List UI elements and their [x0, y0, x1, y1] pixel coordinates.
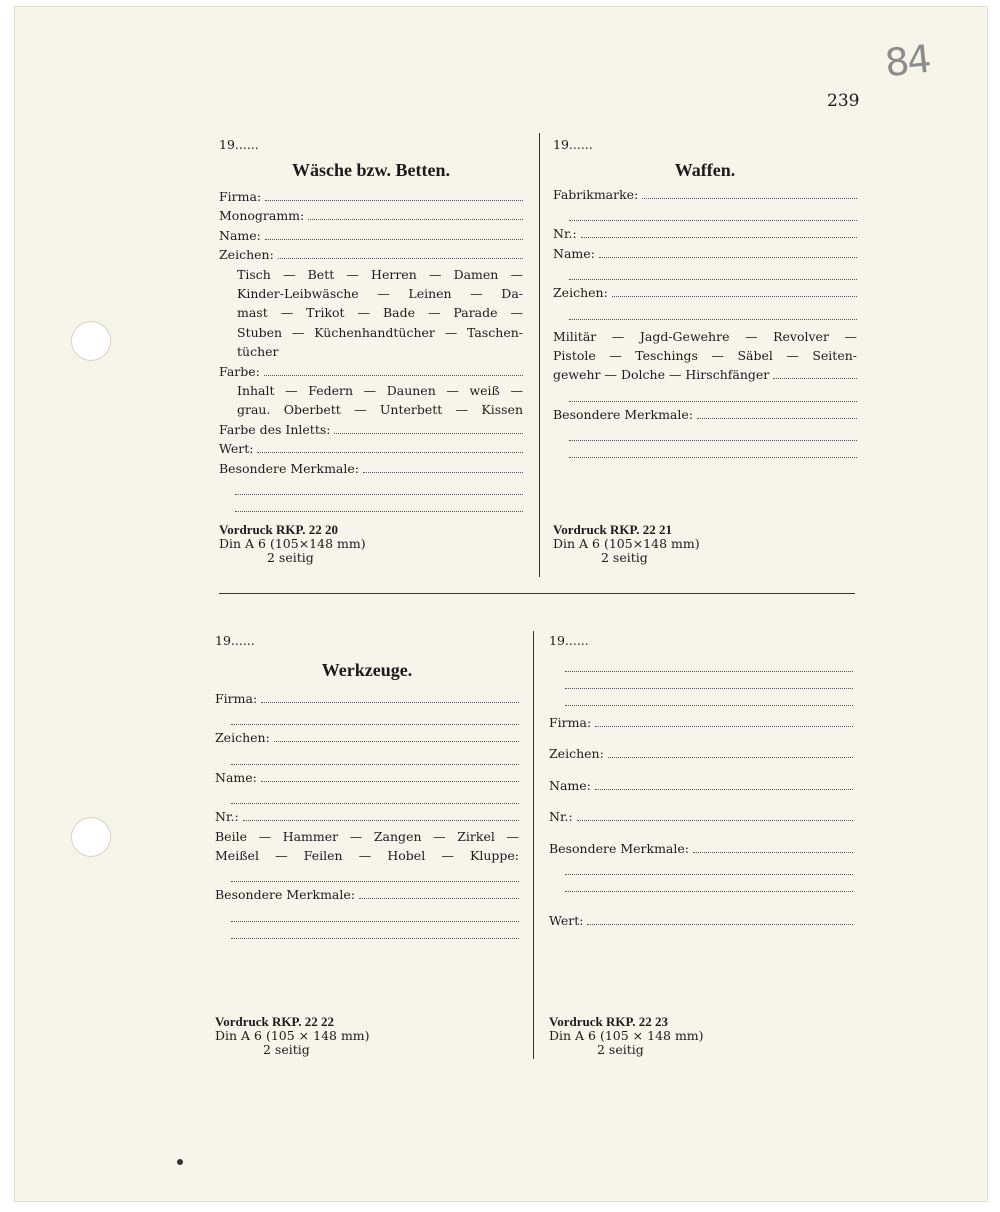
blank-line [569, 306, 857, 320]
vordruck-label: Vordruck RKP. 22 23 [549, 1014, 668, 1029]
nr-field: Nr.: [553, 224, 857, 243]
din-label: Din A 6 (105 × 148 mm) [215, 1028, 370, 1043]
nr-field: Nr.: [215, 807, 519, 826]
card-werkzeuge [215, 631, 519, 942]
blank-line [231, 925, 519, 939]
seitig-label: 2 seitig [263, 1042, 310, 1057]
firma-field: Firma: [549, 713, 853, 732]
merkmale-field: Besondere Merkmale: [553, 405, 857, 424]
firma-field: Firma: [219, 187, 523, 206]
merkmale-field: Besondere Merkmale: [219, 459, 523, 478]
punch-hole-bottom [71, 817, 111, 857]
blank-line [231, 751, 519, 765]
card-title: Werkzeuge. [321, 660, 413, 680]
item-line: Stuben — Küchenhandtücher — Taschen- [237, 324, 523, 340]
item-line: tücher [237, 344, 279, 360]
monogramm-field: Monogramm: [219, 206, 523, 225]
blank-line [565, 878, 853, 892]
card-footer [215, 1015, 370, 1057]
year-field: 19...... [549, 633, 589, 648]
name-field: Name: [219, 226, 523, 245]
item-line: Tisch — Bett — Herren — Damen — [237, 266, 523, 282]
year-field: 19...... [219, 137, 259, 152]
item-line: gewehr — Dolche — Hirschfänger [553, 365, 857, 384]
card-footer [553, 523, 700, 565]
handwritten-annotation: 84 [882, 36, 932, 86]
vordruck-label: Vordruck RKP. 22 20 [219, 522, 338, 537]
merkmale-field: Besondere Merkmale: [215, 885, 519, 904]
card-footer [549, 1015, 704, 1057]
year-field: 19...... [553, 137, 593, 152]
scanned-page [14, 6, 988, 1202]
item-line: Meißel — Feilen — Hobel — Kluppe: [215, 848, 519, 864]
year-field: 19...... [215, 633, 255, 648]
blank-line [565, 675, 853, 689]
farbe-inletts-field: Farbe des Inletts: [219, 420, 523, 439]
blank-line [569, 388, 857, 402]
card-footer [219, 523, 366, 565]
firma-field: Firma: [215, 689, 519, 708]
blank-line [231, 868, 519, 882]
blank-line [569, 427, 857, 441]
seitig-label: 2 seitig [267, 550, 314, 565]
blank-line [565, 658, 853, 672]
vertical-divider-top [539, 133, 540, 577]
item-line: mast — Trikot — Bade — Parade — [237, 305, 523, 321]
item-line: Beile — Hammer — Zangen — Zirkel — [215, 828, 519, 844]
inhalt-line: grau. Oberbett — Unterbett — Kissen [237, 402, 523, 418]
vertical-divider-bottom [533, 631, 534, 1059]
blank-line [235, 498, 523, 512]
name-field: Name: [553, 244, 857, 263]
blank-line [231, 908, 519, 922]
wert-field: Wert: [219, 439, 523, 458]
blank-line [565, 692, 853, 706]
page-number: 239 [827, 91, 860, 111]
name-field: Name: [215, 768, 519, 787]
nr-field: Nr.: [549, 807, 853, 826]
blank-line [231, 790, 519, 804]
blank-line [231, 711, 519, 725]
ink-dot [177, 1159, 183, 1165]
card-waffen [553, 135, 857, 461]
punch-hole-top [71, 321, 111, 361]
blank-line [569, 207, 857, 221]
card-waesche [219, 135, 523, 515]
blank-line [569, 266, 857, 280]
card-title: Wäsche bzw. Betten. [292, 160, 450, 180]
zeichen-field: Zeichen: [219, 245, 523, 264]
seitig-label: 2 seitig [601, 550, 648, 565]
item-line: Militär — Jagd-Gewehre — Revolver — [553, 328, 857, 344]
farbe-field: Farbe: [219, 362, 523, 381]
blank-line [565, 861, 853, 875]
name-field: Name: [549, 776, 853, 795]
din-label: Din A 6 (105×148 mm) [219, 536, 366, 551]
zeichen-field: Zeichen: [549, 744, 853, 763]
inhalt-line: Inhalt — Federn — Daunen — weiß — [237, 383, 523, 399]
blank-line [235, 481, 523, 495]
din-label: Din A 6 (105 × 148 mm) [549, 1028, 704, 1043]
vordruck-label: Vordruck RKP. 22 22 [215, 1014, 334, 1029]
card-blank [549, 631, 853, 930]
item-line: Kinder-Leibwäsche — Leinen — Da- [237, 286, 523, 302]
item-line: Pistole — Teschings — Säbel — Seiten- [553, 348, 857, 364]
zeichen-field: Zeichen: [215, 728, 519, 747]
card-title: Waffen. [674, 160, 736, 180]
din-label: Din A 6 (105×148 mm) [553, 536, 700, 551]
blank-line [569, 444, 857, 458]
horizontal-divider [219, 593, 855, 594]
seitig-label: 2 seitig [597, 1042, 644, 1057]
vordruck-label: Vordruck RKP. 22 21 [553, 522, 672, 537]
wert-field: Wert: [549, 911, 853, 930]
merkmale-field: Besondere Merkmale: [549, 839, 853, 858]
fabrikmarke-field: Fabrikmarke: [553, 185, 857, 204]
zeichen-field: Zeichen: [553, 283, 857, 302]
